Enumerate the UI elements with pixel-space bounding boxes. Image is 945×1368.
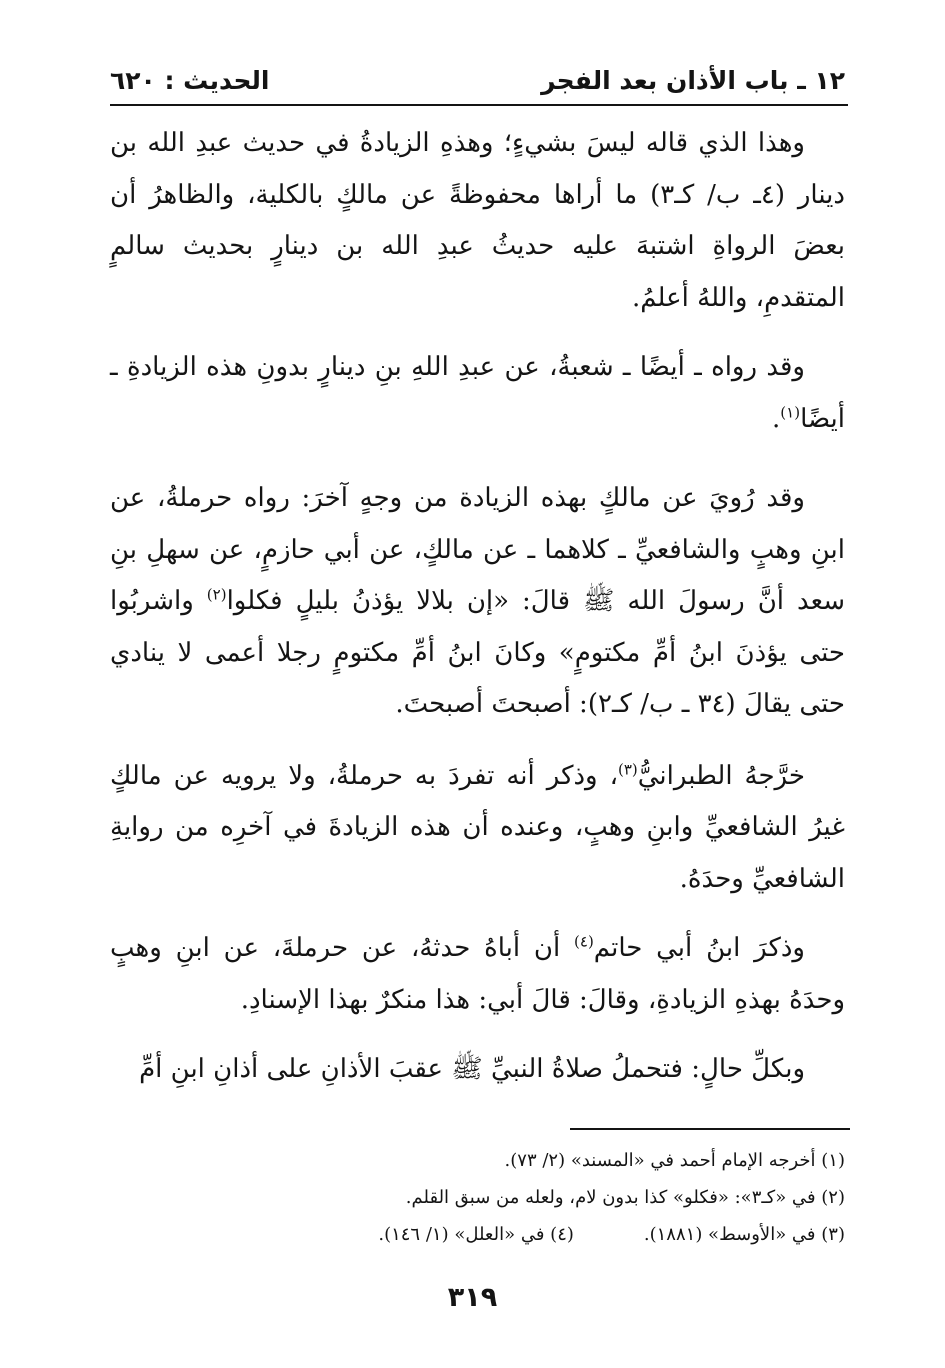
paragraph-text-cont: أن أباهُ حدثهُ، عن حرملةَ، عن ابنِ وهبٍ وحدَهُ بهذهِ الزيادةِ، وقالَ: قالَ أبي: هذا منكرٌ بهذا الإسنادِ.: [110, 933, 845, 1015]
main-text: [110, 118, 845, 1104]
footnote-4: (٤) في «العلل» (١/ ١٤٦).: [378, 1224, 574, 1245]
paragraph-text: وبكلِّ حالٍ: فتحملُ صلاةُ النبيِّ ﷺ عقبَ الأذانِ على أذانِ ابنِ أمِّ: [139, 1054, 805, 1084]
paragraph: [110, 751, 845, 906]
paragraph: [110, 473, 845, 731]
paragraph-text: وهذا الذي قاله ليسَ بشيءٍ؛ وهذهِ الزيادةُ في حديث عبدِ الله بن دينار (٤ـ ب/ كـ٣) ما أراها محفوظةً عن مالكٍ بالكلية، والظاهرُ أن بعضَ الرواةِ اشتبهَ عليه حديثُ عبدِ الله بن دينارٍ بحديث سالمٍ المتقدمِ، واللهُ أعلمُ.: [110, 128, 845, 313]
footnote-ref-3[interactable]: (٣): [617, 759, 638, 778]
paragraph-text: خرَّجهُ الطبرانيُّ: [637, 760, 805, 791]
paragraph: [110, 118, 845, 324]
chapter-title: ١٢ ـ باب الأذان بعد الفجر: [541, 65, 845, 95]
paragraph-text: وقد رُويَ عن مالكٍ بهذه الزيادة من وجهٍ آخرَ: رواه حرملةُ، عن ابنِ وهبٍ والشافعيِّ ـ كلاهما ـ عن مالكٍ، عن أبي حازمٍ، عن سهلِ بنِ سعد أنَّ رسولَ الله ﷺ قالَ: «إن بلالا يؤذنُ بليلٍ فكلوا: [110, 483, 845, 616]
paragraph-text: وقد رواه ـ أيضًا ـ شعبةُ، عن عبدِ اللهِ بنِ دينارٍ بدونِ هذه الزيادةِ ـ أيضًا: [110, 352, 845, 434]
page-number: ٣١٩: [447, 1282, 498, 1313]
footnote-row: [110, 1216, 845, 1253]
hadith-number-label: الحديث : ٦٢٠: [110, 65, 270, 95]
footnotes: [110, 1142, 845, 1253]
running-header: [110, 60, 845, 100]
footnote-1: (١) أخرجه الإمام أحمد في «المسند» (٢/ ٧٣).: [504, 1150, 845, 1171]
footnote-separator: [570, 1128, 850, 1130]
paragraph-text-cont: ، وذكر أنه تفردَ به حرملةُ، ولا يرويه عن مالكٍ غيرُ الشافعيِّ وابنِ وهبٍ، وعنده أن هذه الزيادةَ في آخرِه من روايةِ الشافعيِّ وحدَهُ.: [110, 760, 845, 894]
footnote-ref-4[interactable]: (٤): [574, 932, 594, 951]
footnote-2: (٢) في «كـ٣»: «فكلو» كذا بدون لام، ولعله من سبق القلم.: [405, 1187, 845, 1208]
footnote-ref-1[interactable]: (١): [780, 402, 801, 421]
footnote-3: (٣) في «الأوسط» (١٨٨١).: [643, 1224, 845, 1245]
paragraph: [110, 1044, 845, 1096]
paragraph: [110, 923, 845, 1026]
paragraph-text: وذكرَ ابنُ أبي حاتم: [593, 933, 805, 963]
paragraph-end: .: [772, 403, 781, 434]
paragraph: [110, 342, 845, 445]
paragraph-text-cont: واشربُوا حتى يؤذنَ ابنُ أمِّ مكتومٍ» وكانَ ابنُ أمِّ مكتومٍ رجلا أعمى لا ينادي حتى يقالَ (٣٤ ـ ب/ كـ٢): أصبحتَ أصبحتَ.: [110, 586, 845, 719]
footnote-ref-2[interactable]: (٢): [206, 585, 227, 604]
header-rule: [110, 104, 848, 106]
